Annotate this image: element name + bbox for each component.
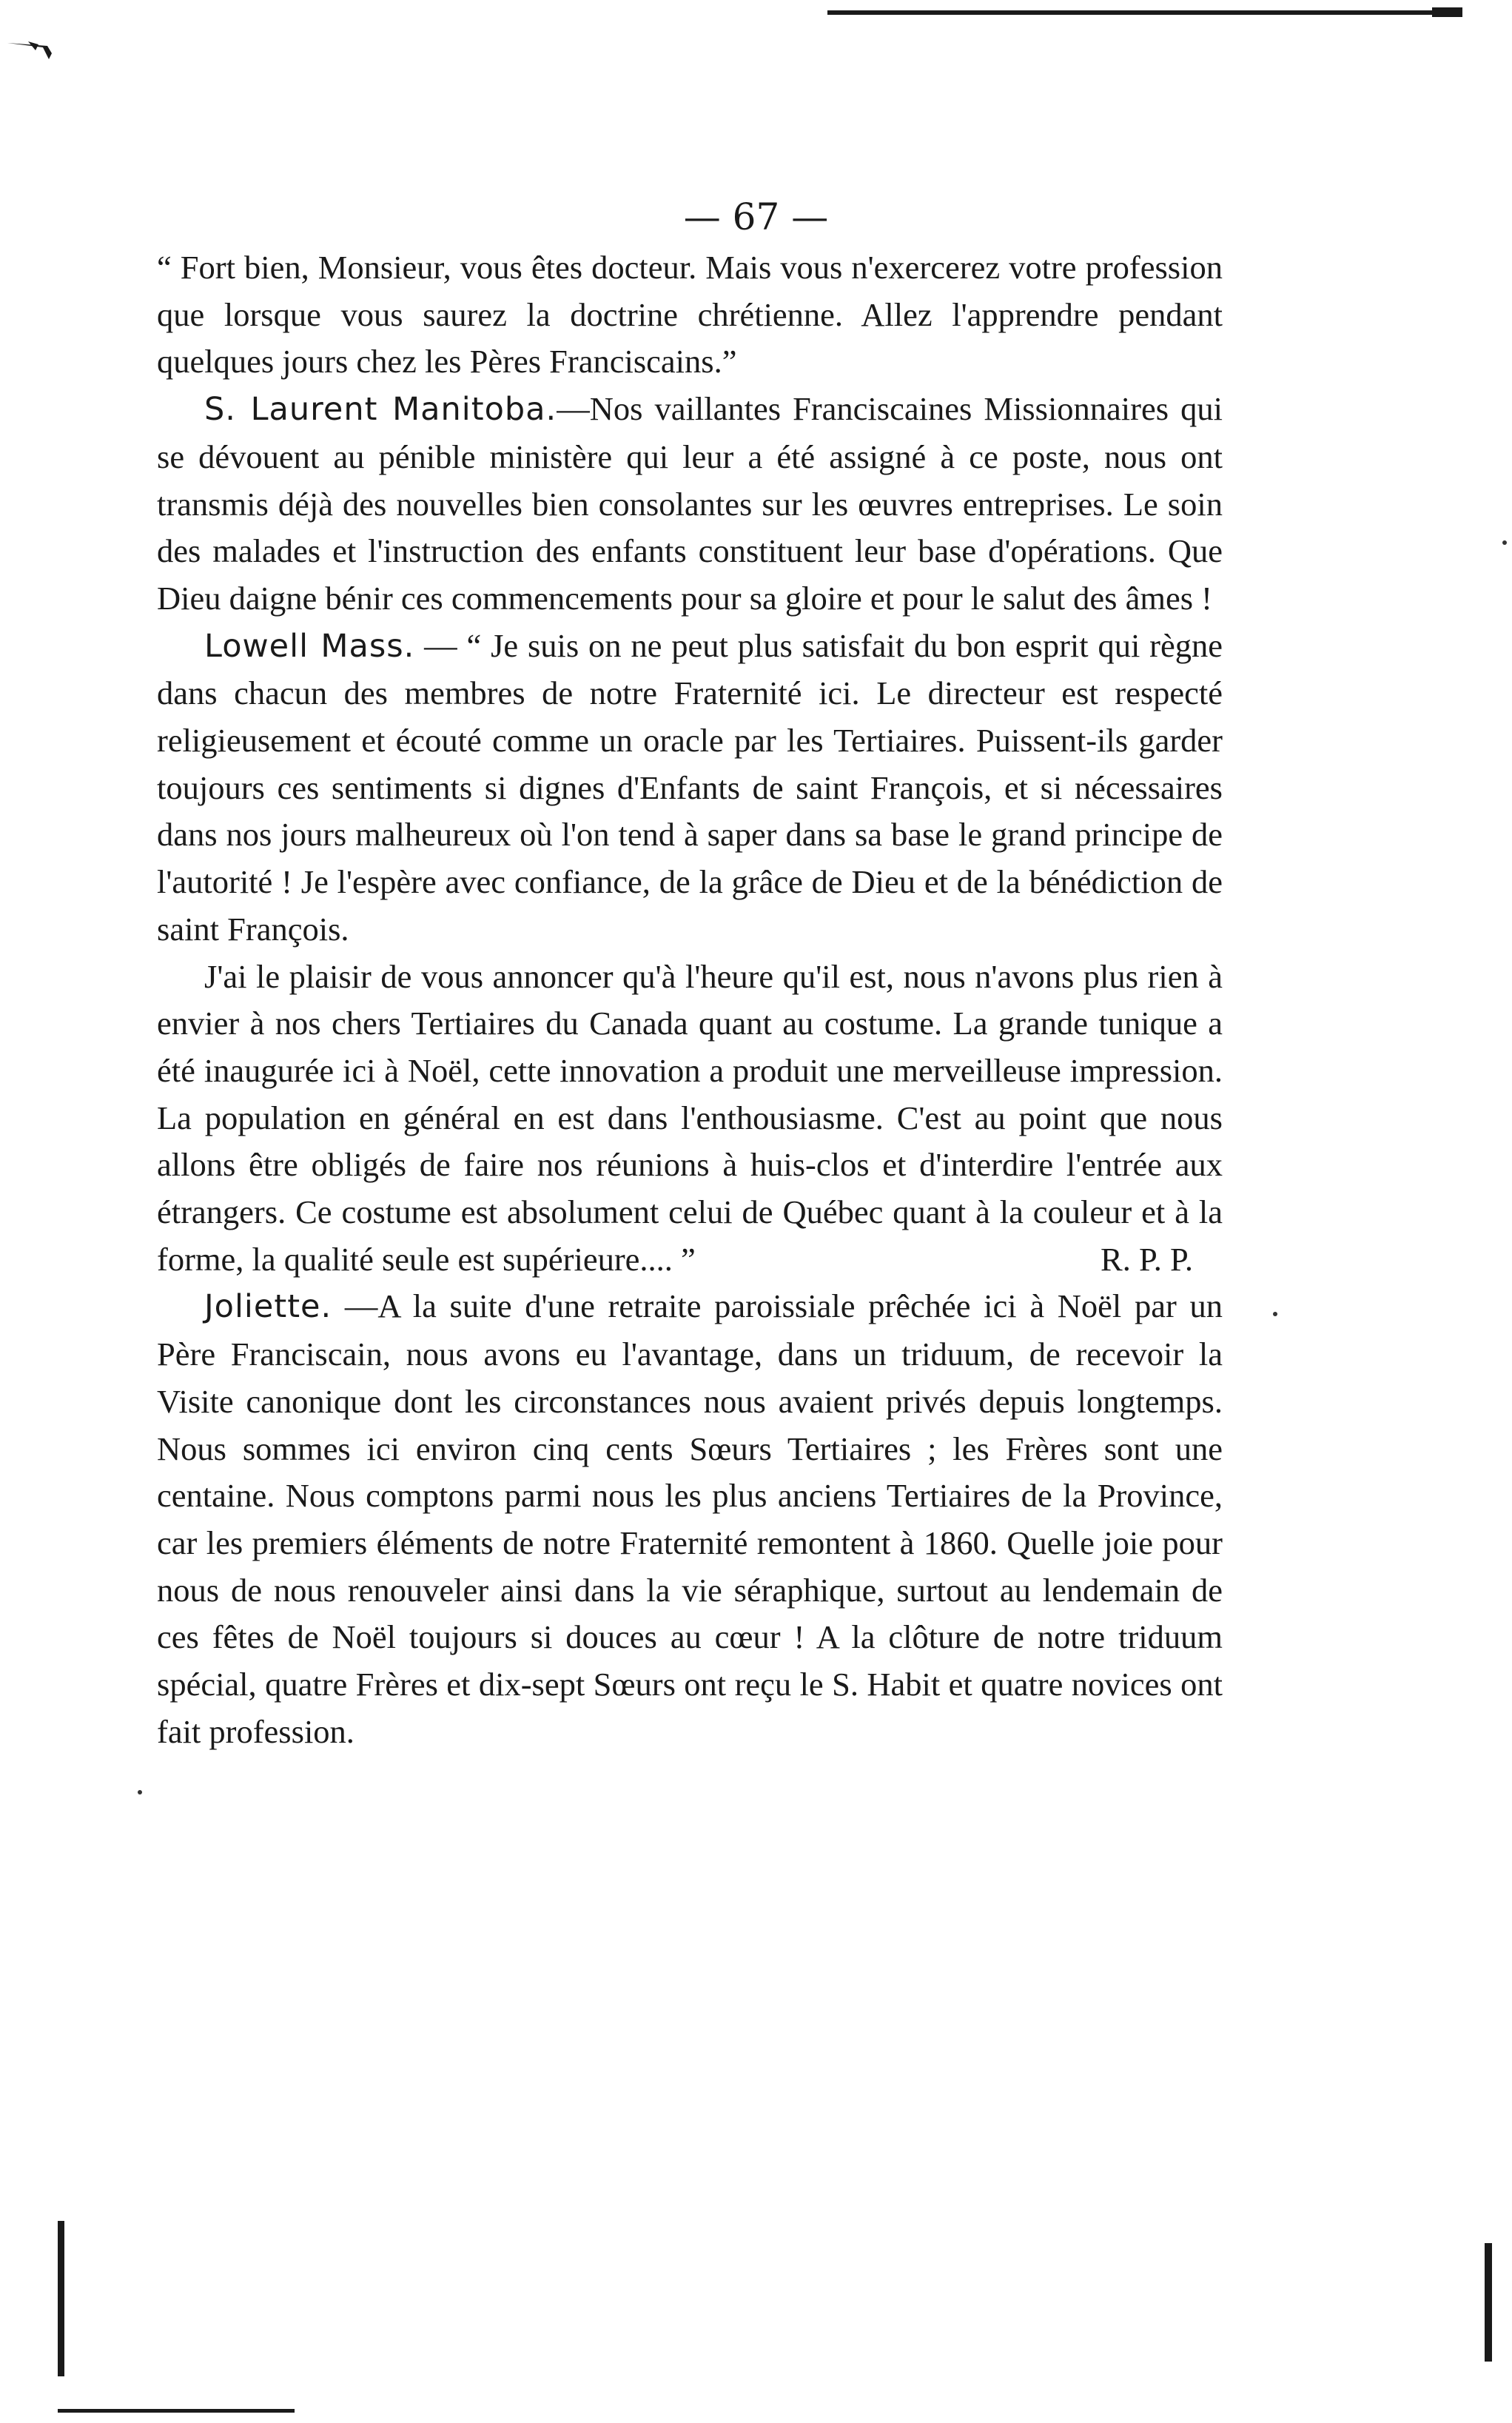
left-edge-mark [58, 2221, 64, 2376]
section-heading: S. Laurent Manitoba. [204, 391, 557, 429]
body-text [157, 244, 1223, 1756]
top-rule-end [1432, 7, 1462, 17]
speck [1502, 540, 1507, 545]
section-heading: Lowell Mass. [204, 627, 415, 665]
speck [138, 1790, 142, 1794]
paragraph-quote [157, 244, 1223, 386]
paragraph-text: —A la suite d'une retraite paroissiale prêchée ici à Noël par un Père Franciscain, nous avons eu l'avantage, dans un triduum, de recevoir la Visite canonique dont les circonstances nous avaient privés depuis longtemps. Nous sommes ici environ cinq cents Sœurs Tertiaires ; les Frères sont une centaine. Nous comptons parmi nous les plus anciens Tertiaires de la Province, car les premiers éléments de notre Fraternité remontent à 1860. Quelle joie pour nous de nous renouveler ainsi dans la vie séraphique, surtout au lendemain de ces fêtes de Noël toujours si douces au cœur ! A la clôture de notre triduum spécial, quatre Frères et dix-sept Sœurs ont reçu le S. Habit et quatre novices ont fait profession. [157, 1287, 1223, 1750]
paragraph-text: J'ai le plaisir de vous annoncer qu'à l'heure qu'il est, nous n'avons plus rien à envier à nos chers Tertiaires du Canada quant au costume. La grande tunique a été inaugurée ici à Noël, cette innovation a produit une merveilleuse impression. La population en général en est dans l'enthousiasme. C'est au point que nous allons être obligés de faire nos réunions à huis-clos et d'interdire l'entrée aux étrangers. Ce costume est absolument celui de Québec quant à la couleur et à la forme, la qualité seule est supérieure.... ” [157, 957, 1223, 1278]
paragraph-text: “ Fort bien, Monsieur, vous êtes docteur. Mais vous n'exercerez votre profession que lorsque vous saurez la doctrine chrétienne. Allez l'apprendre pendant quelques jours chez les Pères Franciscains.” [157, 249, 1223, 381]
page-number: — 67 — [683, 195, 829, 238]
section-heading: Joliette. [204, 1288, 332, 1326]
speck [1273, 1312, 1277, 1316]
paragraph-text: —Nos vaillantes Franciscaines Missionnaires qui se dévouent au pénible ministère qui leur a été assigné à ce poste, nous ont transmis déjà des nouvelles bien consolantes sur les œuvres entreprises. Le soin des malades et l'instruction des enfants constituent leur base d'opérations. Que Dieu daigne bénir ces commencements pour sa gloire et pour le salut des âmes ! [157, 390, 1223, 617]
paragraph-text: — “ Je suis on ne peut plus satisfait du bon esprit qui règne dans chacun des membres de notre Fraternité ici. Le directeur est respecté religieusement et écouté comme un oracle par les Tertiaires. Puissent-ils garder toujours ces sentiments si dignes d'Enfants de saint François, et si nécessaires dans nos jours malheureux où l'on tend à saper dans sa base le grand principe de l'autorité ! Je l'espère avec confiance, de la grâce de Dieu et de la bénédiction de saint François. [157, 626, 1223, 948]
corner-ink-mark [6, 37, 58, 67]
signature: R. P. P. [1101, 1240, 1193, 1278]
bottom-rule [58, 2409, 295, 2413]
right-edge-mark [1485, 2243, 1492, 2362]
paragraph-st-laurent [157, 386, 1223, 623]
paragraph-costume [157, 954, 1223, 1284]
paragraph-joliette [157, 1283, 1223, 1755]
paragraph-lowell [157, 623, 1223, 954]
top-rule [827, 10, 1462, 15]
